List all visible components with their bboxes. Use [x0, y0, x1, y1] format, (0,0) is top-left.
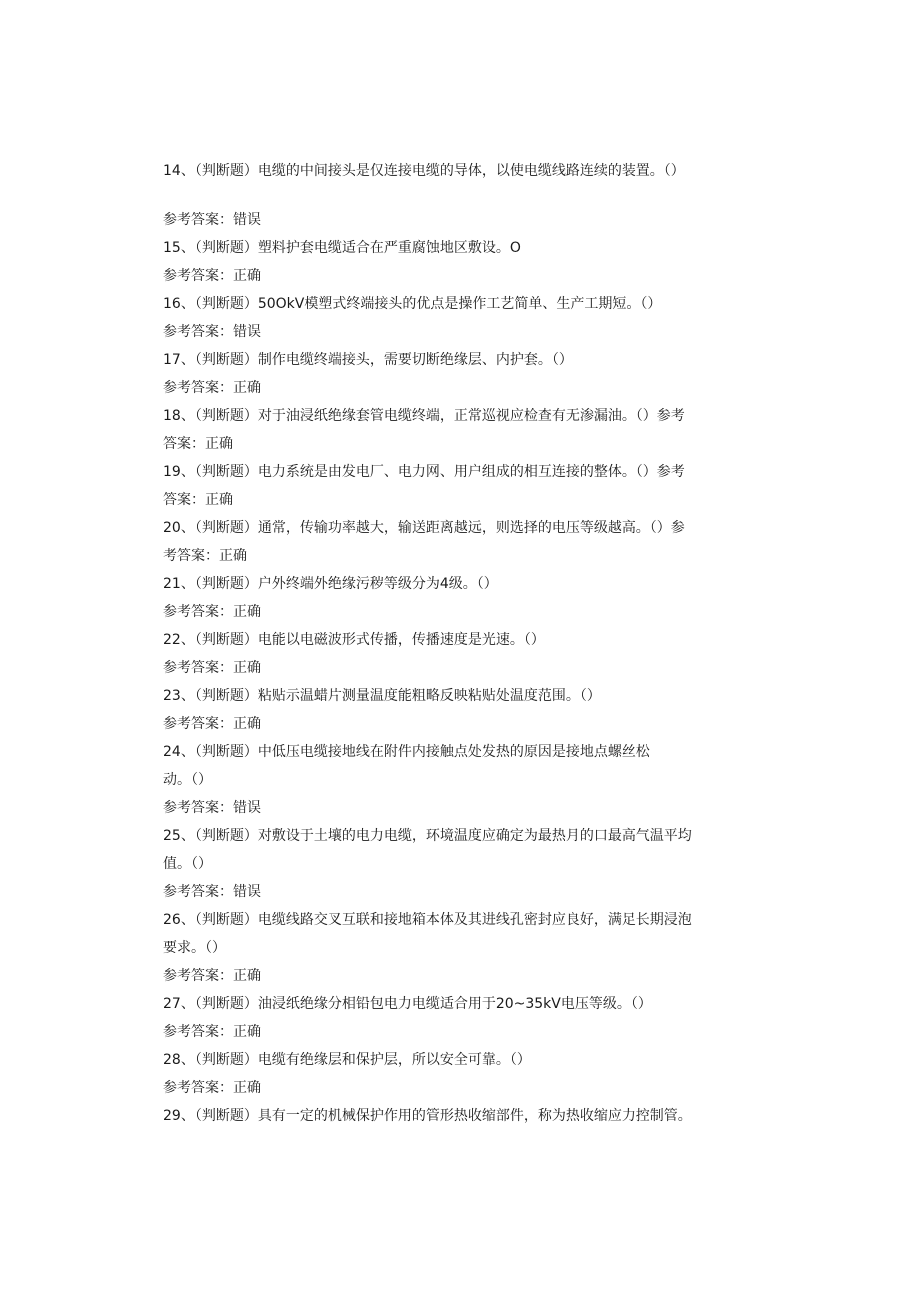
question-18: 18、（判断题）对于油浸纸绝缘套管电缆终端，正常巡视应检查有无渗漏油。（）参考: [163, 408, 685, 424]
answer-26: 参考答案：正确: [163, 968, 261, 984]
question-21: 21、（判断题）户外终端外绝缘污秽等级分为4级。（）: [163, 576, 498, 592]
question-28: 28、（判断题）电缆有绝缘层和保护层，所以安全可靠。（）: [163, 1052, 531, 1068]
question-20: 20、（判断题）通常，传输功率越大，输送距离越远，则选择的电压等级越高。（）参: [163, 520, 685, 536]
answer-23: 参考答案：正确: [163, 716, 261, 732]
question-16: 16、（判断题）50OkV模塑式终端接头的优点是操作工艺简单、生产工期短。（）: [163, 296, 662, 312]
question-14: 14、（判断题）电缆的中间接头是仅连接电缆的导体，以使电缆线路连续的装置。（）: [163, 163, 685, 179]
answer-15: 参考答案：正确: [163, 268, 261, 284]
question-26: 26、（判断题）电缆线路交叉互联和接地箱本体及其进线孔密封应良好，满足长期浸泡: [163, 912, 692, 928]
question-23: 23、（判断题）粘贴示温蜡片测量温度能粗略反映粘贴处温度范围。（）: [163, 688, 601, 704]
question-17: 17、（判断题）制作电缆终端接头，需要切断绝缘层、内护套。（）: [163, 352, 573, 368]
question-29: 29、（判断题）具有一定的机械保护作用的管形热收缩部件，称为热收缩应力控制管。: [163, 1108, 692, 1124]
answer-28: 参考答案：正确: [163, 1080, 261, 1096]
question-25-cont: 值。（）: [163, 856, 212, 872]
question-list: [163, 157, 755, 1130]
question-24: 24、（判断题）中低压电缆接地线在附件内接触点处发热的原因是接地点螺丝松: [163, 744, 650, 760]
answer-25: 参考答案：错误: [163, 884, 261, 900]
question-19: 19、（判断题）电力系统是由发电厂、电力网、用户组成的相互连接的整体。（）参考: [163, 464, 685, 480]
answer-17: 参考答案：正确: [163, 380, 261, 396]
answer-20: 考答案：正确: [163, 548, 247, 564]
answer-27: 参考答案：正确: [163, 1024, 261, 1040]
question-22: 22、（判断题）电能以电磁波形式传播，传播速度是光速。（）: [163, 632, 545, 648]
answer-24: 参考答案：错误: [163, 800, 261, 816]
question-27: 27、（判断题）油浸纸绝缘分相铅包电力电缆适合用于20~35kV电压等级。（）: [163, 996, 652, 1012]
question-24-cont: 动。（）: [163, 772, 212, 788]
answer-21: 参考答案：正确: [163, 604, 261, 620]
answer-16: 参考答案：错误: [163, 324, 261, 340]
answer-14: 参考答案：错误: [163, 212, 261, 228]
question-25: 25、（判断题）对敷设于土壤的电力电缆，环境温度应确定为最热月的口最高气温平均: [163, 828, 692, 844]
question-26-cont: 要求。（）: [163, 940, 226, 956]
blank-space: [163, 185, 755, 206]
answer-19: 答案：正确: [163, 492, 233, 508]
answer-22: 参考答案：正确: [163, 660, 261, 676]
answer-18: 答案：正确: [163, 436, 233, 452]
question-15: 15、（判断题）塑料护套电缆适合在严重腐蚀地区敷设。O: [163, 240, 521, 256]
